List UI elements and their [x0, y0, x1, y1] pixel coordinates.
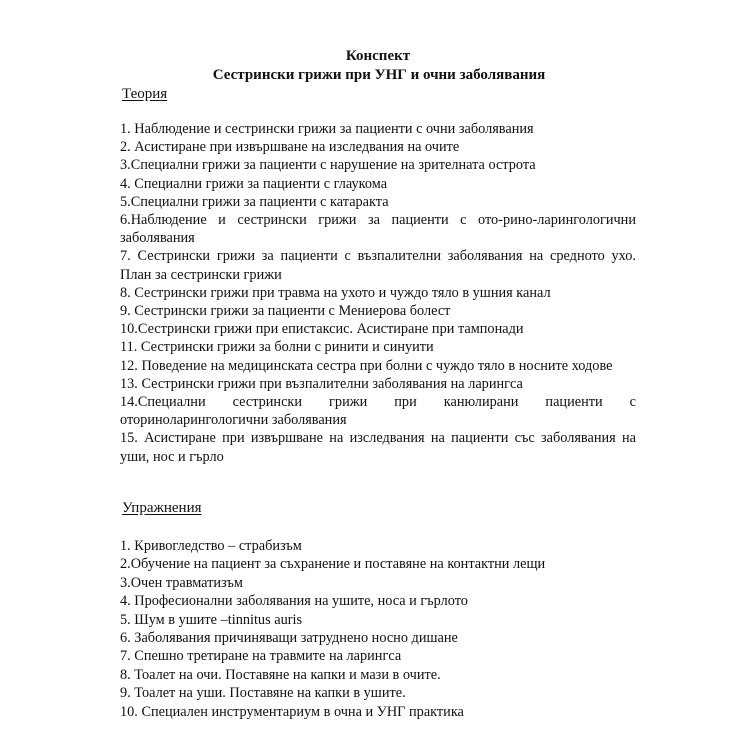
document-header — [0, 47, 750, 84]
list-item: 11. Сестрински грижи за болни с ринити и синуити — [120, 339, 434, 356]
list-item: 7. Спешно третиране на травмите на ларингса — [120, 648, 402, 665]
document-subtitle: Сестрински грижи при УНГ и очни заболявания — [212, 67, 546, 83]
exercises-heading: Упражнения — [122, 500, 202, 516]
theory-heading: Теория — [122, 86, 168, 102]
list-item: 5. Шум в ушите –tinnitus auris — [120, 611, 303, 628]
list-item: 8. Сестрински грижи при травма на ухото и чуждо тяло в ушния канал — [120, 284, 551, 301]
list-item: 6. Заболявания причиняващи затруднено носно дишане — [120, 630, 458, 647]
list-item: 9. Сестрински грижи за пациенти с Мениерова болест — [120, 303, 451, 320]
list-item: 3.Очен травматизъм — [120, 574, 243, 591]
list-item: 7. Сестрински грижи за пациенти с възпалителни заболявания на средното ухо. План за сестрински грижи — [120, 248, 636, 283]
list-item: 2. Асистиране при извършване на изследвания на очите — [120, 139, 460, 156]
list-item: 12. Поведение на медицинската сестра при болни с чуждо тяло в носните ходове — [120, 357, 613, 374]
theory-list — [120, 120, 636, 466]
exercises-list — [120, 537, 636, 721]
list-item: 1. Кривогледство – страбизъм — [120, 538, 302, 554]
list-item: 4. Специални грижи за пациенти с глаукома — [120, 175, 388, 192]
list-item: 1. Наблюдение и сестрински грижи за пациенти с очни заболявания — [120, 121, 534, 137]
list-item: 14.Специални сестрински грижи при канюлирани пациенти с оториноларингологични заболявания — [120, 394, 636, 429]
list-item: 5.Специални грижи за пациенти с катаракта — [120, 193, 389, 210]
list-item: 10.Сестрински грижи при епистаксис. Асистиране при тампонади — [120, 321, 524, 338]
list-item: 10. Специален инструментариум в очна и УНГ практика — [120, 703, 464, 720]
list-item: 6.Наблюдение и сестрински грижи за пациенти с ото-рино-ларингологични заболявания — [120, 212, 636, 247]
list-item: 2.Обучение на пациент за съхранение и поставяне на контактни лещи — [120, 556, 546, 573]
list-item: 3.Специални грижи за пациенти с нарушение на зрителната острота — [120, 157, 536, 174]
list-item: 4. Професионални заболявания на ушите, носа и гърлото — [120, 593, 468, 610]
list-item: 13. Сестрински грижи при възпалителни заболявания на ларингса — [120, 375, 523, 392]
list-item: 15. Асистиране при извършване на изследвания на пациенти със заболявания на уши, нос и гърло — [120, 430, 636, 465]
document-title: Конспект — [345, 48, 411, 64]
list-item: 8. Тоалет на очи. Поставяне на капки и мази в очите. — [120, 666, 441, 683]
list-item: 9. Тоалет на уши. Поставяне на капки в ушите. — [120, 685, 406, 702]
